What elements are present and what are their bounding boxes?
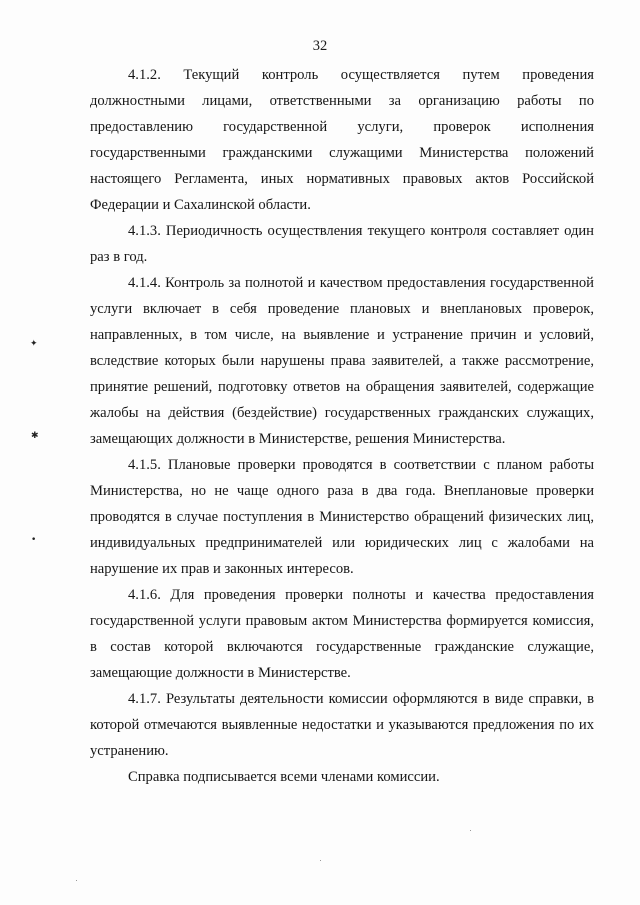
scan-mark-dot: ✦ bbox=[30, 339, 38, 349]
paragraph-4-1-4: 4.1.4. Контроль за полнотой и качеством предоставления государственной услуги включает в себя проведение плановых и внеплановых проверок, направленных, в том числе, на выявление и устранение причин и условий, вследствие которых были нарушены права заявителей, а также рассмотрение, принятие решений, подготовку ответов на обращения заявителей, содержащие жалобы на действия (бездействие) государственных гражданских служащих, замещающих должности в Министерстве, решения Министерства. bbox=[90, 275, 594, 447]
page-number: 32 bbox=[312, 38, 328, 54]
paragraph-signature-note: Справка подписывается всеми членами комиссии. bbox=[128, 769, 440, 785]
paragraph-4-1-3: 4.1.3. Периодичность осуществления текущего контроля составляет один раз в год. bbox=[90, 223, 594, 265]
scan-speck bbox=[76, 880, 77, 881]
paragraph-4-1-6: 4.1.6. Для проведения проверки полноты и качества предоставления государственной услуги правовым актом Министерства формируется комиссия, в состав которой включаются государственные гражданские служащие, замещающие должности в Министерстве. bbox=[90, 587, 594, 681]
scan-mark-dot: • bbox=[31, 535, 37, 545]
scan-mark-dot: ✱ bbox=[31, 431, 39, 441]
paragraph-4-1-5: 4.1.5. Плановые проверки проводятся в соответствии с планом работы Министерства, но не чаще одного раза в два года. Внеплановые проверки проводятся в случае поступления в Министерство обращений физических лиц, индивидуальных предпринимателей или юридических лиц с жалобами на нарушение их прав и законных интересов. bbox=[90, 457, 594, 577]
scan-speck bbox=[470, 830, 471, 831]
document-body bbox=[90, 62, 594, 790]
paragraph-4-1-2: 4.1.2. Текущий контроль осуществляется путем проведения должностными лицами, ответственными за организацию работы по предоставлению государственной услуги, проверок исполнения государственными гражданскими служащими Министерства положений настоящего Регламента, иных нормативных правовых актов Российской Федерации и Сахалинской области. bbox=[90, 67, 594, 213]
scan-speck bbox=[320, 860, 321, 861]
paragraph-4-1-7: 4.1.7. Результаты деятельности комиссии оформляются в виде справки, в которой отмечаются выявленные недостатки и указываются предложения по их устранению. bbox=[90, 691, 594, 759]
